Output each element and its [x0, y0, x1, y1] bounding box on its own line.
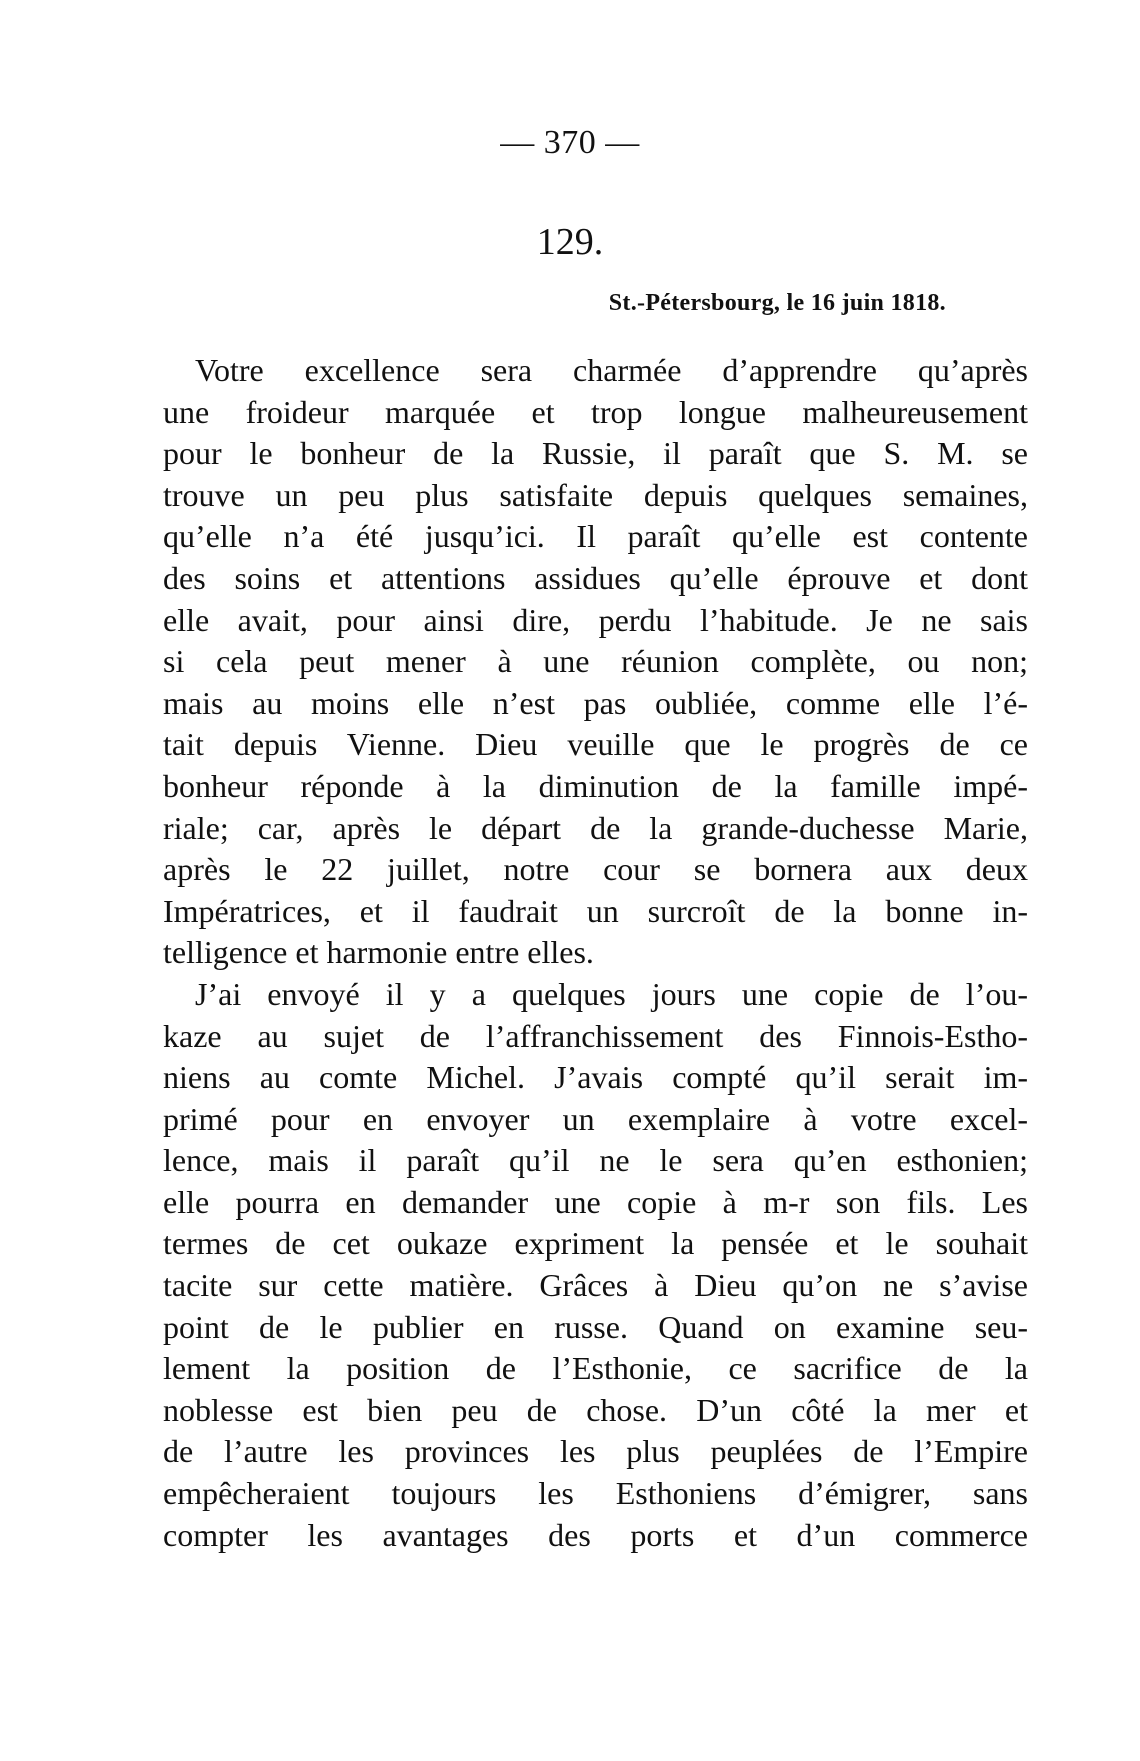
text-line: J’ai envoyé il y a quelques jours une copie de l’ou-	[195, 975, 1028, 1012]
text-line: qu’elle n’a été jusqu’ici. Il paraît qu’elle est contente	[163, 518, 1028, 555]
text-line: de l’autre les provinces les plus peuplées de l’Empire	[163, 1433, 1028, 1470]
text-line: une froideur marquée et trop longue malheureusement	[163, 393, 1028, 430]
text-line: tacite sur cette matière. Grâces à Dieu qu’on ne s’avise	[163, 1267, 1028, 1304]
letter-body	[163, 350, 1028, 1556]
text-line: si cela peut mener à une réunion complète, ou non;	[163, 643, 1028, 680]
text-line: elle pourra en demander une copie à m-r son fils. Les	[163, 1183, 1028, 1220]
paragraph-1	[163, 350, 1028, 974]
text-line: compter les avantages des ports et d’un commerce	[163, 1516, 1028, 1553]
text-line: kaze au sujet de l’affranchissement des Finnois-Estho-	[163, 1017, 1028, 1054]
text-line: elle avait, pour ainsi dire, perdu l’habitude. Je ne sais	[163, 601, 1028, 638]
text-line: niens au comte Michel. J’avais compté qu’il serait im-	[163, 1059, 1028, 1096]
page-number: — 370 —	[500, 124, 640, 161]
text-line: lement la position de l’Esthonie, ce sacrifice de la	[163, 1350, 1028, 1387]
text-line: mais au moins elle n’est pas oubliée, comme elle l’é-	[163, 684, 1028, 721]
place-date-line: St.-Pétersbourg, le 16 juin 1818.	[608, 290, 946, 316]
text-line: telligence et harmonie entre elles.	[163, 934, 594, 971]
text-line: Votre excellence sera charmée d’apprendre qu’après	[195, 352, 1028, 388]
text-line: après le 22 juillet, notre cour se bornera aux deux	[163, 851, 1028, 888]
text-line: primé pour en envoyer un exemplaire à votre excel-	[163, 1100, 1028, 1137]
text-line: Impératrices, et il faudrait un surcroît de la bonne in-	[163, 892, 1028, 929]
text-line: riale; car, après le départ de la grande-duchesse Marie,	[163, 809, 1028, 846]
text-line: bonheur réponde à la diminution de la famille impé-	[163, 767, 1028, 804]
text-line: noblesse est bien peu de chose. D’un côté la mer et	[163, 1391, 1028, 1428]
text-line: lence, mais il paraît qu’il ne le sera qu’en esthonien;	[163, 1142, 1028, 1179]
text-line: pour le bonheur de la Russie, il paraît que S. M. se	[163, 435, 1028, 472]
paragraph-2	[163, 974, 1028, 1556]
text-line: empêcheraient toujours les Esthoniens d’émigrer, sans	[163, 1475, 1028, 1512]
text-line: termes de cet oukaze expriment la pensée et le souhait	[163, 1225, 1028, 1262]
text-line: des soins et attentions assidues qu’elle éprouve et dont	[163, 559, 1028, 596]
text-line: point de le publier en russe. Quand on examine seu-	[163, 1308, 1028, 1345]
letter-number: 129.	[536, 221, 604, 263]
text-line: tait depuis Vienne. Dieu veuille que le progrès de ce	[163, 726, 1028, 763]
text-line: trouve un peu plus satisfaite depuis quelques semaines,	[163, 476, 1028, 513]
